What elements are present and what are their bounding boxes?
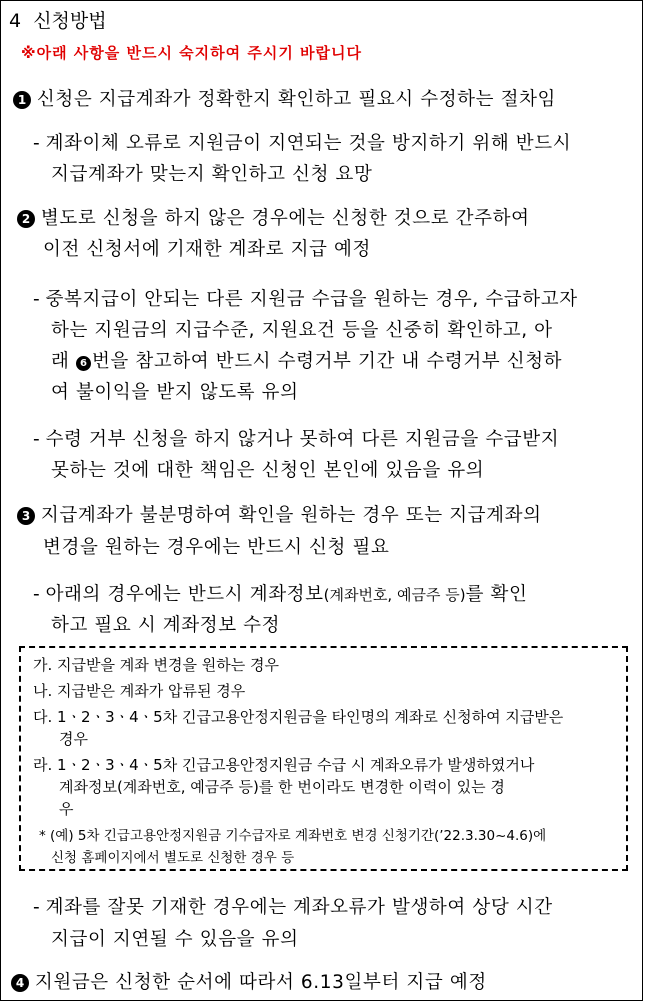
- item-3: [17, 501, 542, 527]
- inline-bullet-6-icon: 6: [76, 356, 91, 371]
- item-2-sub-1-line-3: 래 6 번을 참고하여 반드시 수령거부 기간 내 수령거부 신청하: [51, 351, 563, 372]
- case-ga: 가. 지급받을 계좌 변경을 원하는 경우: [33, 656, 279, 674]
- item-4: [11, 968, 487, 994]
- bullet-3-icon: 3: [17, 507, 35, 525]
- dash: -: [33, 429, 40, 450]
- item-2-sub-1-line-4: 여 불이익을 받지 않도록 유의: [51, 382, 299, 403]
- case-na: 나. 지급받은 계좌가 압류된 경우: [33, 682, 246, 700]
- item-1-sub-1-line-2: 지급계좌가 맞는지 확인하고 신청 요망: [51, 164, 373, 185]
- case-ra-line-2: 계좌정보(계좌번호, 예금주 등)를 한 번이라도 변경한 이력이 있는 경: [59, 778, 505, 796]
- item-1: [13, 85, 556, 111]
- item-3-line-1: 지급계좌가 불분명하여 확인을 원하는 경우 또는 지급계좌의: [40, 505, 542, 526]
- item-2-sub-1-line-2: 하는 지원금의 지급수준, 지원요건 등을 신중히 확인하고, 아: [51, 320, 553, 341]
- case-ra-line-1: 라. 1ㆍ2ㆍ3ㆍ4ㆍ5차 긴급고용안정지원금 수급 시 계좌오류가 발생하였거나: [33, 756, 535, 774]
- case-da-line-1: 다. 1ㆍ2ㆍ3ㆍ4ㆍ5차 긴급고용안정지원금을 타인명의 계좌로 신청하여 지급받은: [33, 708, 564, 726]
- bullet-2-icon: 2: [17, 210, 35, 228]
- item-3-line-2: 변경을 원하는 경우에는 반드시 신청 필요: [43, 537, 390, 558]
- warning-notice: ※아래 사항을 반드시 숙지하여 주시기 바랍니다: [21, 44, 363, 62]
- case-ra-line-3: 우: [59, 800, 74, 818]
- account-cases-box: [19, 646, 628, 871]
- case-da-line-2: 경우: [59, 730, 88, 748]
- dash: -: [33, 133, 40, 154]
- section-title: 신청방법: [33, 10, 107, 32]
- item-2-line-2: 이전 신청서에 기재한 계좌로 지급 예정: [43, 239, 371, 260]
- item-1-line-1: 신청은 지급계좌가 정확한지 확인하고 필요시 수정하는 절차임: [36, 89, 557, 110]
- after-box-line-2: 지급이 지연될 수 있음을 유의: [51, 929, 299, 950]
- after-box-line-1: - 계좌를 잘못 기재한 경우에는 계좌오류가 발생하여 상당 시간: [33, 897, 553, 918]
- item-2: [17, 204, 530, 230]
- note-line-2: 신청 홈페이지에서 별도로 신청한 경우 등: [51, 850, 295, 866]
- item-4-line-1: 지원금은 신청한 순서에 따라서 6.13일부터 지급 예정: [34, 972, 487, 993]
- item-3-sub-1-line-1: - 아래의 경우에는 반드시 계좌정보(계좌번호, 예금주 등)를 확인: [33, 584, 528, 605]
- dash: -: [33, 584, 40, 605]
- dash: -: [33, 897, 40, 918]
- section-heading: [9, 6, 107, 33]
- item-2-line-1: 별도로 신청을 하지 않은 경우에는 신청한 것으로 간주하여: [40, 208, 530, 229]
- dash: -: [33, 289, 40, 310]
- bullet-4-icon: 4: [11, 974, 29, 992]
- note-line-1: * (예) 5차 긴급고용안정지원금 기수급자로 계좌번호 변경 신청기간(’22.3.30~4.6)에: [39, 828, 547, 844]
- item-2-sub-2-line-1: - 수령 거부 신청을 하지 않거나 못하여 다른 지원금을 수급받지: [33, 429, 560, 450]
- item-2-sub-2-line-2: 못하는 것에 대한 책임은 신청인 본인에 있음을 유의: [51, 460, 485, 481]
- item-2-sub-1-line-1: - 중복지급이 안되는 다른 지원금 수급을 원하는 경우, 수급하고자: [33, 289, 578, 310]
- section-number: 4: [9, 10, 22, 32]
- item-3-sub-1-line-2: 하고 필요 시 계좌정보 수정: [51, 615, 281, 636]
- item-1-sub-1-line-1: - 계좌이체 오류로 지원금이 지연되는 것을 방지하기 위해 반드시: [33, 133, 572, 154]
- bullet-1-icon: 1: [13, 91, 31, 109]
